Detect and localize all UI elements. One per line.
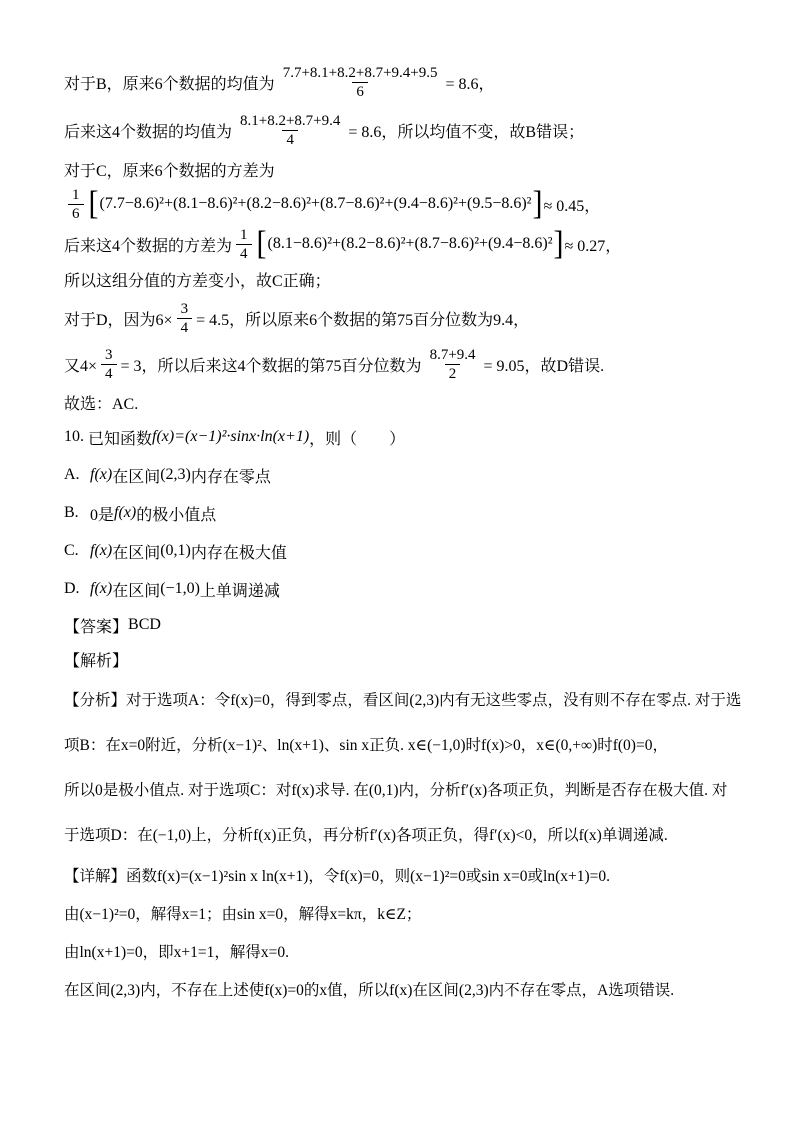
fraction [236, 226, 252, 263]
q10-option-b [64, 494, 758, 532]
q10-analysis-line-3 [64, 766, 758, 811]
fraction [68, 186, 84, 223]
math-segment: f(x) [114, 504, 137, 521]
fraction-numerator: 3 [180, 300, 189, 317]
text-segment: ≈ 0.45， [543, 197, 601, 215]
q9-line-percentile-new [64, 342, 758, 386]
q9-line-variance-original [64, 184, 758, 224]
fraction-denominator: 6 [352, 82, 368, 101]
math-segment: f(x) [90, 542, 113, 559]
option-label: A. [64, 466, 80, 483]
text-segment: 对于C，原来6个数据的方差为 [64, 162, 275, 180]
q9-line-variance-new [64, 224, 758, 264]
analysis-text: 于选项D：在(−1,0)上，分析f(x)正负，再分析f′(x)各项正负，得f′(x)<0，所以f(x)单调递减. [64, 826, 668, 844]
answer-value: BCD [128, 616, 161, 633]
q10-option-a [64, 456, 758, 494]
text-segment: 在区间 [112, 468, 161, 486]
q10-detail-line-3 [64, 932, 758, 970]
fraction-denominator: 2 [445, 364, 461, 383]
text-segment: 内存在极大值 [190, 544, 287, 562]
right-bracket: ] [532, 184, 543, 222]
question-number: 10. [64, 428, 84, 445]
text-segment: 的极小值点 [136, 506, 217, 524]
q9-answer-line [64, 386, 758, 418]
text-segment: 在区间 [112, 582, 161, 600]
math-segment: (0,1) [160, 542, 191, 559]
fraction-denominator: 4 [282, 130, 298, 149]
math-segment: f(x) [90, 466, 113, 483]
math-segment: f(x) [90, 580, 113, 597]
text-segment: = 4.5，所以原来6个数据的第75百分位数为9.4， [196, 311, 530, 329]
fraction-denominator: 4 [177, 318, 193, 337]
option-label: C. [64, 542, 79, 559]
fraction-numerator: 1 [240, 226, 248, 243]
fraction-denominator: 4 [236, 244, 252, 263]
text-segment: 内存在零点 [190, 468, 271, 486]
answer-tag: 【答案】 [64, 618, 129, 636]
detail-text: 【详解】函数f(x)=(x−1)²sin x ln(x+1)，令f(x)=0，则(x−1)²=0或sin x=0或ln(x+1)=0. [64, 868, 611, 885]
text-segment: 后来这4个数据的均值为 [64, 123, 233, 141]
q10-detail-line-2 [64, 894, 758, 932]
q10-detail-line-4 [64, 970, 758, 1008]
option-label: B. [64, 504, 79, 521]
fraction [236, 112, 344, 149]
text-segment: ，则（ ） [309, 430, 406, 448]
answer-text: 故选：AC. [64, 395, 139, 413]
fraction [279, 64, 442, 101]
text-segment: 上单调递减 [199, 582, 280, 600]
q10-analysis-line-1 [64, 676, 758, 721]
fraction-numerator: 7.7+8.1+8.2+8.7+9.4+9.5 [282, 64, 438, 81]
q9-line-variance-conclusion [64, 264, 758, 294]
q10-answer-line [64, 608, 758, 642]
text-segment: 后来这4个数据的方差为 [64, 237, 233, 255]
text-segment: = 8.6， [445, 75, 495, 93]
left-bracket: [ [256, 224, 267, 262]
text-segment: 对于B，原来6个数据的均值为 [64, 75, 275, 93]
text-segment: 已知函数 [84, 430, 153, 448]
q9-line-mean-original [64, 58, 758, 106]
q9-line-variance-intro [64, 154, 758, 184]
q10-option-c [64, 532, 758, 570]
q10-analysis-line-2 [64, 721, 758, 766]
left-bracket: [ [88, 184, 99, 222]
text-segment: ≈ 0.27， [564, 237, 622, 255]
text-segment: = 3，所以后来这4个数据的第75百分位数为 [120, 357, 422, 375]
document-content [64, 58, 758, 1008]
option-label: D. [64, 580, 80, 597]
math-segment: f(x)=(x−1)²·sinx·ln(x+1) [152, 428, 310, 445]
formula-body: (8.1−8.6)²+(8.2−8.6)²+(8.7−8.6)²+(9.4−8.6)² [267, 235, 553, 252]
analysis-text: 所以0是极小值点. 对于选项C：对f(x)求导. 在(0,1)内，分析f′(x)各项正负，判断是否存在极大值. 对 [64, 781, 728, 799]
q10-analysis-line-4 [64, 811, 758, 856]
fraction-numerator: 3 [105, 346, 113, 363]
text-segment: 所以这组分值的方差变小，故C正确； [64, 272, 331, 290]
math-segment: (−1,0) [160, 580, 200, 597]
fraction-denominator: 4 [101, 364, 117, 383]
detail-text: 在区间(2,3)内，不存在上述使f(x)=0的x值，所以f(x)在区间(2,3)内不存在零点，A选项错误. [64, 982, 675, 999]
analysis-text: 项B：在x=0附近，分析(x−1)²、ln(x+1)、sin x正负. x∈(−1,0)时f(x)>0，x∈(0,+∞)时f(0)=0， [64, 736, 668, 754]
text-segment: = 8.6，所以均值不变，故B错误； [348, 123, 585, 141]
text-segment: 对于D，因为6× [64, 311, 173, 329]
fraction-denominator: 6 [68, 204, 84, 223]
formula-body: (7.7−8.6)²+(8.1−8.6)²+(8.2−8.6)²+(8.7−8.6)²+(9.4−8.6)²+(9.5−8.6)² [99, 195, 532, 212]
q9-line-percentile-original [64, 294, 758, 342]
math-segment: (2,3) [160, 466, 191, 483]
q10-stem [64, 418, 758, 456]
fraction [177, 300, 193, 337]
detail-text: 由(x−1)²=0，解得x=1；由sin x=0，解得x=kπ，k∈Z； [64, 906, 422, 923]
fraction-numerator: 8.7+9.4 [429, 346, 476, 363]
text-segment: = 9.05，故D错误. [483, 357, 605, 375]
analysis-text: 【分析】对于选项A：令f(x)=0，得到零点，看区间(2,3)内有无这些零点，没有则不存在零点. 对于选 [64, 691, 742, 709]
fraction [426, 346, 480, 383]
fraction-numerator: 1 [72, 186, 80, 203]
text-segment: 0是 [90, 506, 115, 524]
q9-line-mean-new [64, 106, 758, 154]
fraction-numerator: 8.1+8.2+8.7+9.4 [240, 112, 341, 129]
analysis-tag: 【解析】 [64, 652, 129, 670]
text-segment: 在区间 [112, 544, 161, 562]
detail-text: 由ln(x+1)=0，即x+1=1，解得x=0. [64, 944, 289, 961]
q10-detail-line-1 [64, 856, 758, 894]
right-bracket: ] [553, 224, 564, 262]
q10-option-d [64, 570, 758, 608]
fraction [101, 346, 117, 383]
text-segment: 又4× [64, 357, 98, 375]
q10-analysis-tag-line [64, 642, 758, 676]
